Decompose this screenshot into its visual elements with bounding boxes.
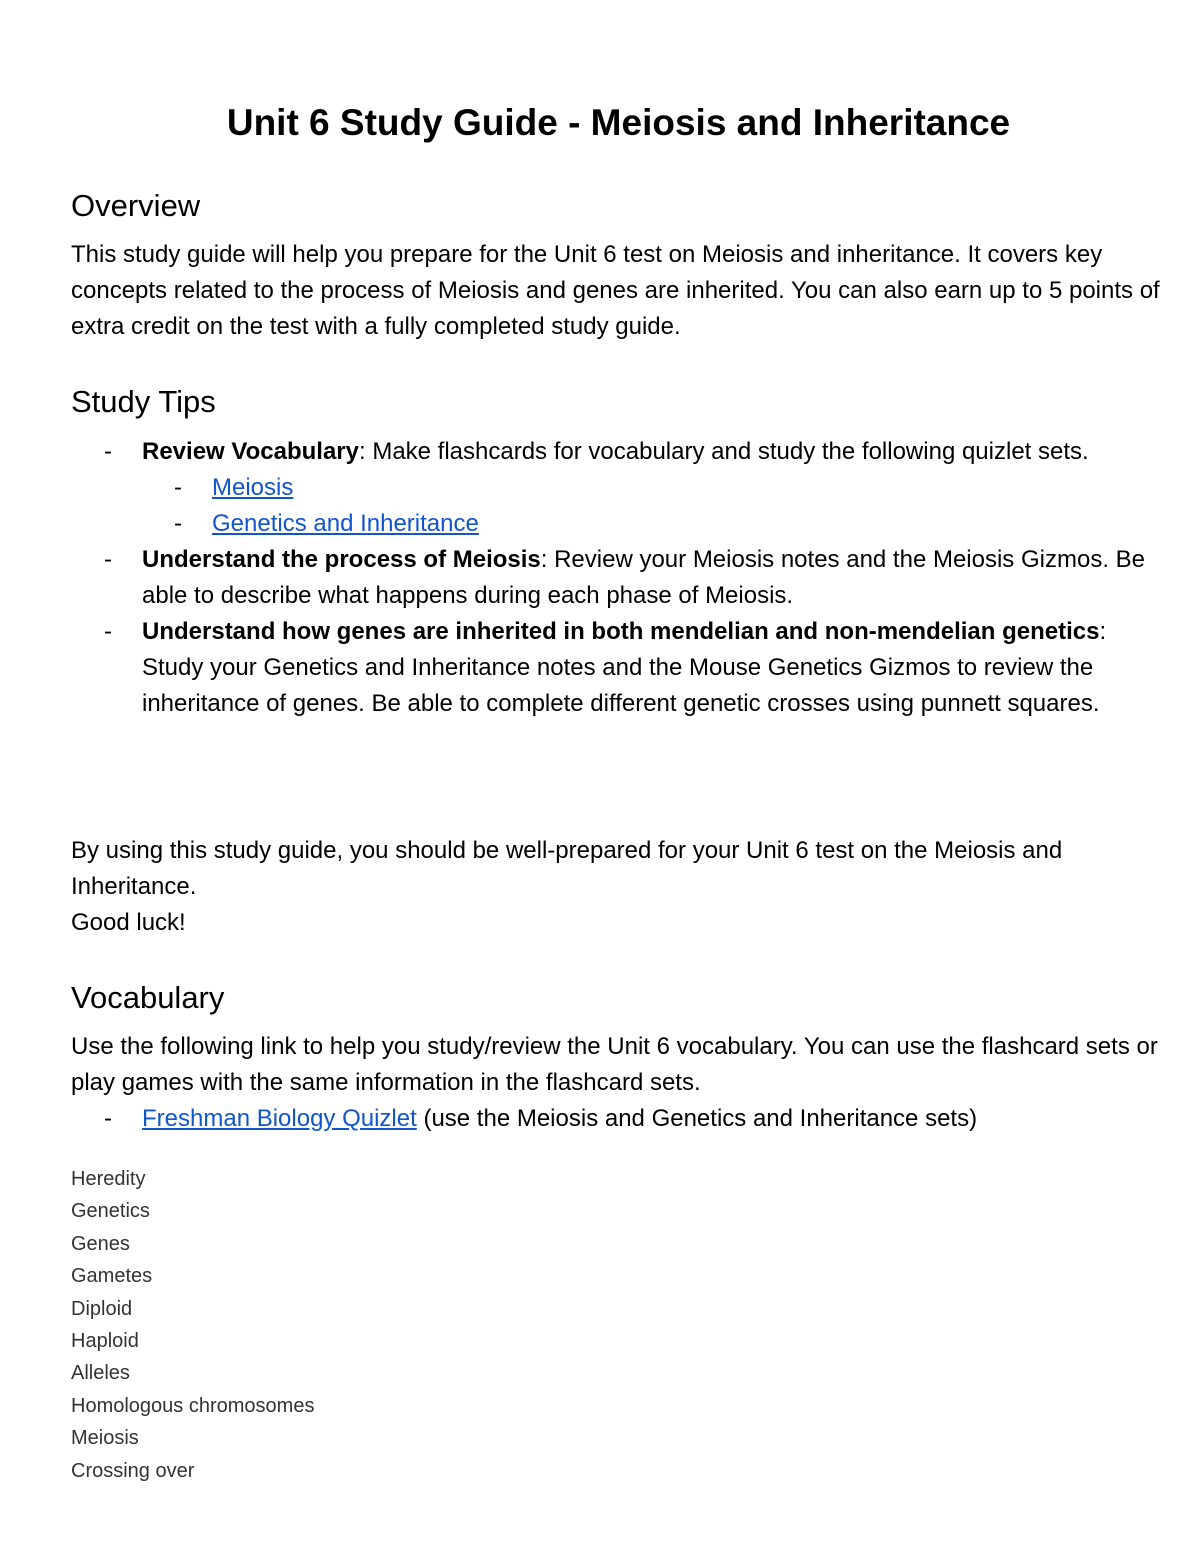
tip-bold-label: Understand the process of Meiosis: [142, 546, 541, 573]
vocabulary-term: Genes: [71, 1232, 130, 1255]
quizlet-link-item: [71, 470, 1166, 506]
freshman-biology-quizlet-link[interactable]: Freshman Biology Quizlet: [142, 1105, 417, 1132]
vocabulary-link-item: [71, 1101, 1166, 1137]
tip-bold-label: Review Vocabulary: [142, 438, 359, 465]
tip-meiosis-process: [71, 542, 1166, 614]
vocabulary-term: Alleles: [71, 1362, 130, 1385]
vocabulary-heading: Vocabulary: [71, 980, 225, 1015]
vocabulary-term: Diploid: [71, 1297, 133, 1320]
vocabulary-term: Gametes: [71, 1265, 153, 1288]
tip-bold-label: Understand how genes are inherited in both mendelian and non-mendelian genetics: [142, 618, 1100, 645]
vocabulary-term: Meiosis: [71, 1427, 139, 1450]
closing-text: By using this study guide, you should be well-prepared for your Unit 6 test on the Meiosis and Inheritance.: [71, 837, 1063, 900]
bullet-dash: -: [174, 474, 182, 501]
vocabulary-paragraph: [71, 1029, 1166, 1137]
quizlet-link-item: [71, 506, 1166, 542]
vocabulary-text: Use the following link to help you study/review the Unit 6 vocabulary. You can use the flashcard sets or play games with the same information in the flashcard sets.: [71, 1033, 1158, 1096]
meiosis-quizlet-link[interactable]: Meiosis: [212, 474, 294, 501]
vocabulary-term: Heredity: [71, 1168, 146, 1190]
bullet-dash: -: [104, 618, 112, 645]
vocabulary-link-note: (use the Meiosis and Genetics and Inheritance sets): [416, 1105, 978, 1132]
study-tips-list: [71, 434, 1166, 722]
bullet-dash: -: [104, 438, 112, 465]
genetics-inheritance-quizlet-link[interactable]: Genetics and Inheritance: [212, 510, 479, 537]
tip-review-vocabulary: [71, 434, 1166, 470]
vocabulary-term: Genetics: [71, 1200, 150, 1223]
vocabulary-term: Haploid: [71, 1330, 139, 1353]
vocabulary-term-list: [71, 1163, 314, 1487]
overview-paragraph: [71, 237, 1166, 345]
document-title: Unit 6 Study Guide - Meiosis and Inheritance: [226, 102, 1011, 143]
vocabulary-term: Crossing over: [71, 1459, 195, 1482]
bullet-dash: -: [174, 510, 182, 537]
vocabulary-term: Homologous chromosomes: [71, 1394, 315, 1417]
tip-text: : Study your Genetics and Inheritance notes and the Mouse Genetics Gizmos to review the inheritance of genes. Be able to complete different genetic crosses using punnett squares.: [142, 618, 1107, 717]
good-luck-text: Good luck!: [71, 909, 186, 936]
overview-text: This study guide will help you prepare for the Unit 6 test on Meiosis and inheritance. It covers key concepts related to the process of Meiosis and genes are inherited. You can also earn up to 5 points of extra credit on the test with a fully completed study guide.: [71, 241, 1160, 340]
tip-text: : Make flashcards for vocabulary and study the following quizlet sets.: [358, 438, 1089, 465]
bullet-dash: -: [104, 1105, 112, 1132]
study-tips-heading: Study Tips: [71, 384, 216, 419]
closing-paragraph: [71, 833, 1166, 941]
tip-text: : Review your Meiosis notes and the Meiosis Gizmos. Be able to describe what happens during each phase of Meiosis.: [142, 546, 1146, 609]
overview-heading: Overview: [71, 188, 201, 223]
bullet-dash: -: [104, 546, 112, 573]
tip-gene-inheritance: [71, 614, 1166, 722]
